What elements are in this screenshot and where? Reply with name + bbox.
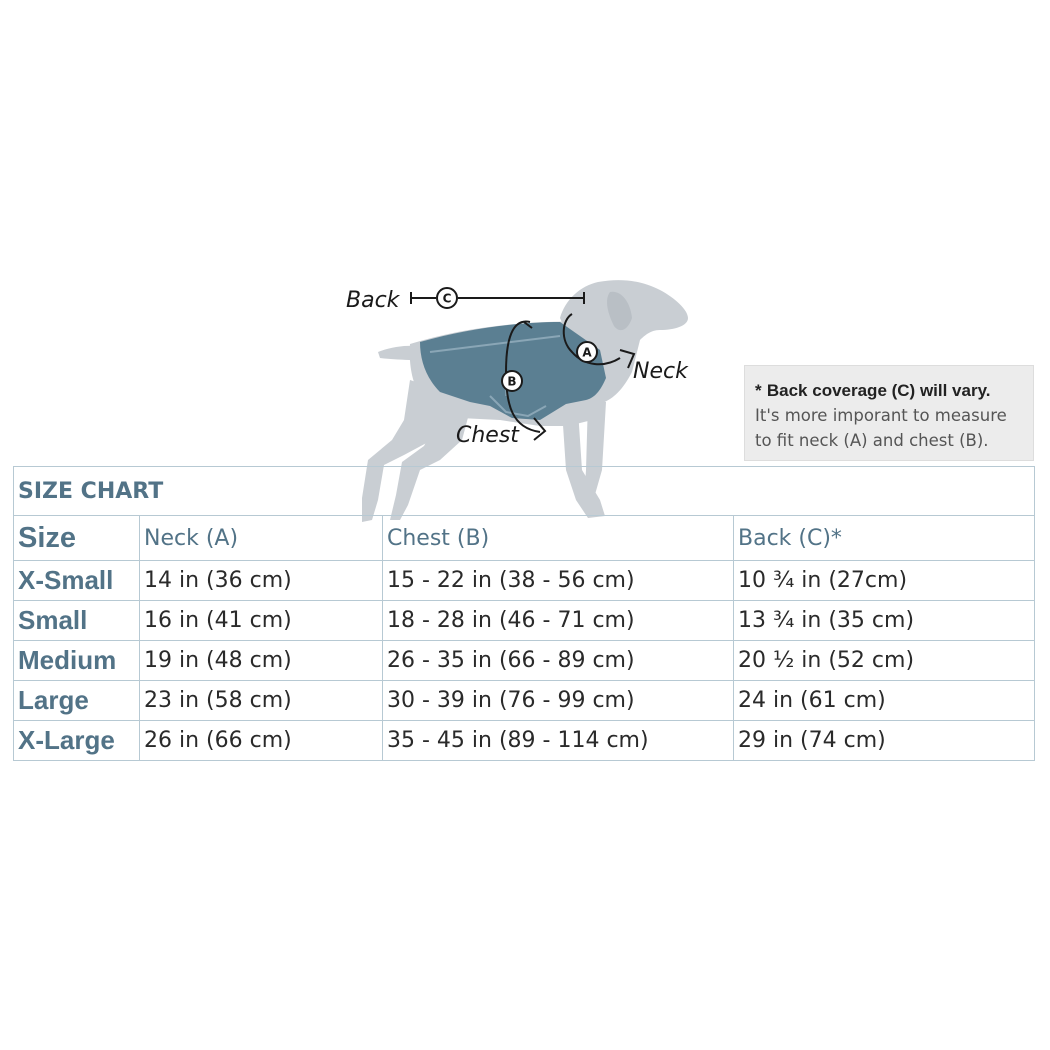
chest-cell: 26 - 35 in (66 - 89 cm) xyxy=(383,641,734,681)
size-cell: X-Small xyxy=(14,561,140,601)
size-chart-table xyxy=(13,466,1035,761)
svg-text:B: B xyxy=(507,374,517,389)
header-size: Size xyxy=(14,516,140,561)
table-row xyxy=(14,601,1035,641)
table-row xyxy=(14,561,1035,601)
back-cell: 29 in (74 cm) xyxy=(734,721,1035,761)
table-title: SIZE CHART xyxy=(14,467,1035,516)
note-title: Back coverage (C) will vary. xyxy=(766,381,991,400)
marker-c xyxy=(437,288,457,308)
chest-cell: 30 - 39 in (76 - 99 cm) xyxy=(383,681,734,721)
table-row xyxy=(14,641,1035,681)
note-line-2: It's more imporant to measure xyxy=(755,406,1007,425)
svg-text:C: C xyxy=(442,291,452,306)
table-header-row xyxy=(14,516,1035,561)
neck-label: Neck xyxy=(633,359,688,384)
neck-cell: 16 in (41 cm) xyxy=(140,601,383,641)
table-row xyxy=(14,721,1035,761)
header-neck: Neck (A) xyxy=(140,516,383,561)
marker-a xyxy=(577,342,597,362)
neck-cell: 23 in (58 cm) xyxy=(140,681,383,721)
neck-cell: 19 in (48 cm) xyxy=(140,641,383,681)
marker-b xyxy=(502,371,522,391)
back-cell: 24 in (61 cm) xyxy=(734,681,1035,721)
back-cell: 20 ½ in (52 cm) xyxy=(734,641,1035,681)
back-label: Back xyxy=(346,288,400,313)
note-line-3: to fit neck (A) and chest (B). xyxy=(755,431,989,450)
chest-label: Chest xyxy=(456,423,519,448)
size-cell: Medium xyxy=(14,641,140,681)
back-cell: 10 ¾ in (27cm) xyxy=(734,561,1035,601)
size-cell: Small xyxy=(14,601,140,641)
size-cell: X-Large xyxy=(14,721,140,761)
chest-cell: 35 - 45 in (89 - 114 cm) xyxy=(383,721,734,761)
table-title-row xyxy=(14,467,1035,516)
back-coverage-note xyxy=(744,365,1034,461)
neck-cell: 14 in (36 cm) xyxy=(140,561,383,601)
size-cell: Large xyxy=(14,681,140,721)
back-cell: 13 ¾ in (35 cm) xyxy=(734,601,1035,641)
chest-cell: 18 - 28 in (46 - 71 cm) xyxy=(383,601,734,641)
header-back: Back (C)* xyxy=(734,516,1035,561)
table-row xyxy=(14,681,1035,721)
neck-cell: 26 in (66 cm) xyxy=(140,721,383,761)
svg-text:A: A xyxy=(582,345,592,360)
note-line-1 xyxy=(755,378,1025,403)
header-chest: Chest (B) xyxy=(383,516,734,561)
chest-cell: 15 - 22 in (38 - 56 cm) xyxy=(383,561,734,601)
note-asterisk: * xyxy=(755,381,762,400)
